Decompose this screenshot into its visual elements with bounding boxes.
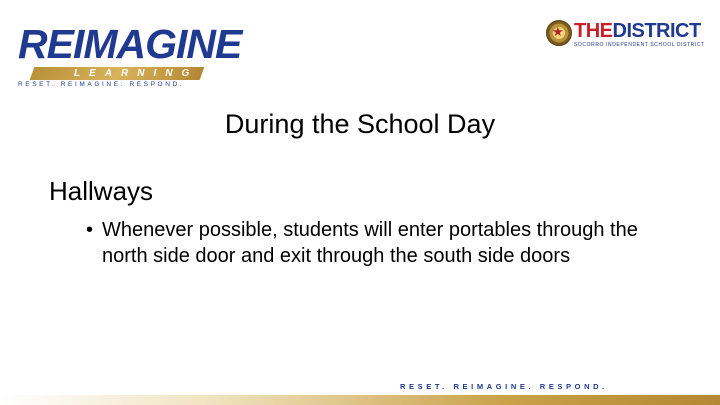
logo-tagline: RESET. REIMAGINE. RESPOND. xyxy=(18,81,185,88)
district-subtitle: SOCORRO INDEPENDENT SCHOOL DISTRICT xyxy=(574,42,705,48)
bullet-icon: • xyxy=(86,219,94,241)
bullet-text: Whenever possible, students will enter portables through the north side door and exit through the south side doors xyxy=(102,219,638,267)
logo-wordmark: REIMAGINE xyxy=(18,21,242,67)
footer-tagline: RESET. REIMAGINE. RESPOND. xyxy=(400,382,608,391)
district-seal-icon xyxy=(546,20,572,46)
district-name xyxy=(574,20,701,42)
bullet-item xyxy=(86,217,686,269)
footer-gold-bar xyxy=(0,395,720,405)
district-the: THE xyxy=(574,20,613,42)
bullet-list xyxy=(86,217,686,269)
district-logo xyxy=(546,20,706,50)
section-heading: Hallways xyxy=(49,176,154,206)
logo-band-text: LEARNING xyxy=(74,68,199,79)
district-word: DISTRICT xyxy=(612,20,701,42)
reimagine-learning-logo xyxy=(18,22,243,88)
star-icon: ★ xyxy=(552,24,564,39)
slide-title: During the School Day xyxy=(224,109,496,139)
